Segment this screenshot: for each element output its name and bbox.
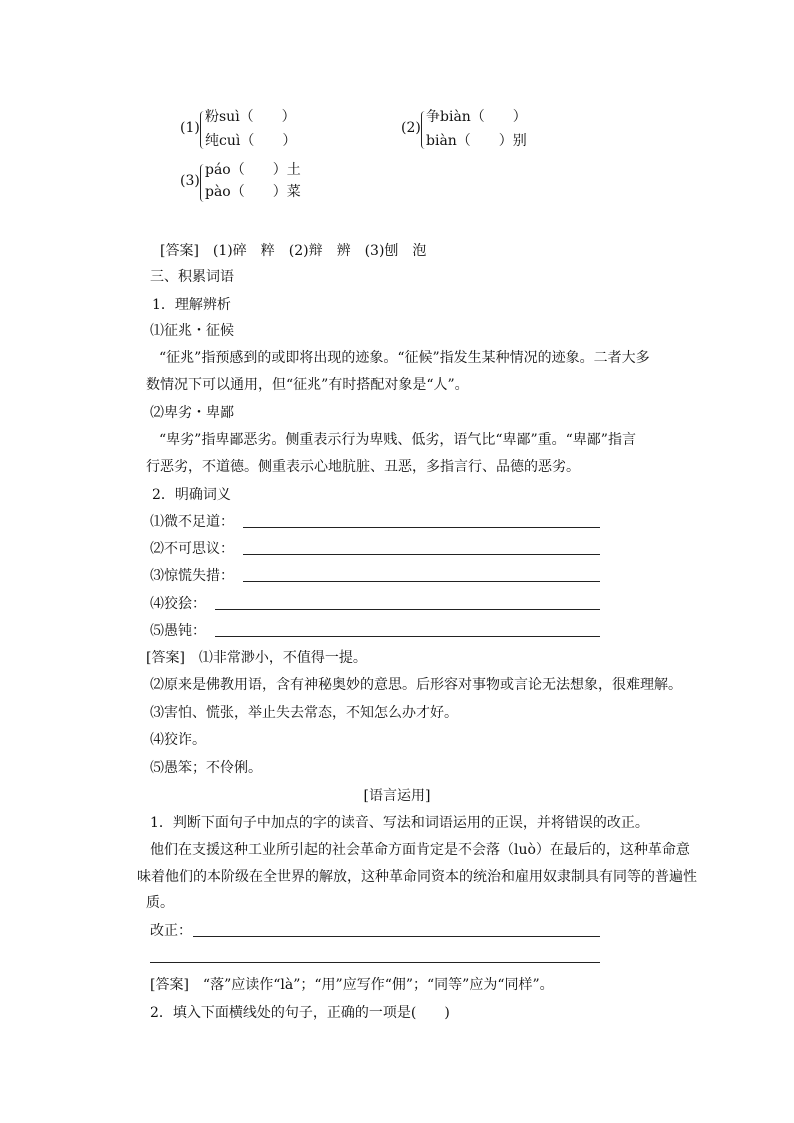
- fill-blank[interactable]: [215, 609, 600, 610]
- paragraph-line: 数情况下可以通用，但“征兆”有时搭配对象是“人”。: [146, 377, 469, 393]
- paragraph-line: 味着他们的本阶级在全世界的解放，这种革命同资本的统治和雇用奴隶制具有同等的普遍性: [137, 869, 697, 885]
- paragraph-line: 他们在支援这种工业所引起的社会革命方面肯定是不会落（luò）在最后的，这种革命意: [150, 842, 690, 858]
- fill-item-label: ⑸愚钝：: [150, 623, 206, 639]
- answer-line: ⑷狡诈。: [150, 732, 206, 748]
- fill-blank[interactable]: [243, 554, 600, 555]
- question-title: 1．判断下面句子中加点的字的读音、写法和词语运用的正误，并将错误的改正。: [150, 815, 649, 831]
- paragraph-line: “卑劣”指卑鄙恶劣。侧重表示行为卑贱、低劣，语气比“卑鄙”重。“卑鄙”指言: [159, 432, 636, 448]
- subsection-title: 2．明确词义: [152, 487, 231, 503]
- question-title: 2．填入下面横线处的句子，正确的一项是( ): [150, 1005, 450, 1021]
- word-pair-title: ⑴征兆・征候: [150, 323, 234, 339]
- correction-blank[interactable]: [150, 962, 600, 963]
- answer-line: ⑶害怕、慌张，举止失去常态，不知怎么办才好。: [150, 705, 458, 721]
- fill-blank[interactable]: [243, 527, 600, 528]
- answer-line: ⑵原来是佛教用语，含有神秘奥妙的意思。后形容对事物或言论无法想象，很难理解。: [150, 677, 682, 693]
- pinyin-line: 纯cuì（ ）: [205, 133, 297, 149]
- group-number: (1): [180, 120, 200, 136]
- word-pair-title: ⑵卑劣・卑鄙: [150, 405, 234, 421]
- answer-line: [答案] “落”应读作“là”；“用”应写作“佣”；“同等”应为“同样”。: [150, 977, 554, 993]
- pinyin-line: 粉suì（ ）: [205, 109, 296, 125]
- correction-blank[interactable]: [193, 936, 600, 937]
- pinyin-line: 争biàn（ ）: [426, 109, 527, 125]
- group-number: (3): [180, 173, 200, 189]
- fill-item-label: ⑵不可思议：: [150, 541, 234, 557]
- fill-blank[interactable]: [243, 581, 600, 582]
- paragraph-line: 行恶劣，不道德。侧重表示心地肮脏、丑恶，多指言行、品德的恶劣。: [146, 459, 580, 475]
- section-title: 三、积累词语: [150, 269, 234, 285]
- answer-line: ⑸愚笨；不伶俐。: [150, 760, 262, 776]
- paragraph-line: “征兆”指预感到的或即将出现的迹象。“征候”指发生某种情况的迹象。二者大多: [159, 350, 650, 366]
- pinyin-line: pào（ ）菜: [205, 184, 301, 200]
- fill-item-label: ⑴微不足道：: [150, 514, 234, 530]
- paragraph-line: 质。: [146, 895, 174, 911]
- answer-pinyin: [答案] (1)碎 粹 (2)辩 辨 (3)刨 泡: [160, 243, 427, 259]
- pinyin-line: páo（ ）土: [205, 162, 301, 178]
- fill-item-label: ⑷狡狯：: [150, 596, 206, 612]
- section-title: [语言运用]: [363, 788, 431, 804]
- answer-line: [答案] ⑴非常渺小，不值得一提。: [146, 650, 367, 666]
- fill-blank[interactable]: [215, 636, 600, 637]
- subsection-title: 1．理解辨析: [152, 297, 231, 313]
- fill-item-label: ⑶惊慌失措：: [150, 568, 234, 584]
- group-number: (2): [401, 120, 421, 136]
- correction-label: 改正：: [150, 923, 192, 939]
- pinyin-line: biàn（ ）别: [426, 133, 527, 149]
